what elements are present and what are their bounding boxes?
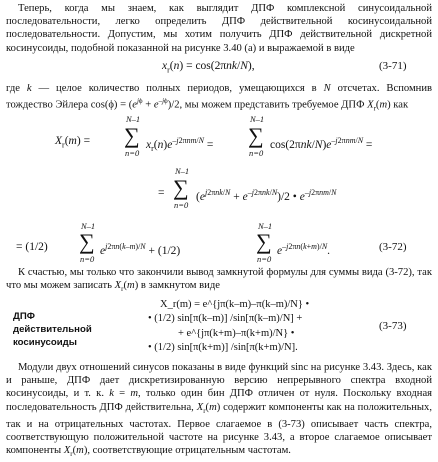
equation-3-73-line2: • (1/2) sin[π(k–m)] /sin[π(k–m)/N] + [148, 313, 303, 324]
paragraph-closed-form: К счастью, мы только что закончили вывод замкнутой формулы для суммы вида (3-72), так что мы можем записать $X_r(m)$ в замкнутом виде [6, 267, 432, 294]
paragraph-sinc: Модули двух отношений синусов показаны в виде функций sinc на рисунке 3.43. Здесь, как и раньше, ДПФ дает дискретизированную версию непрерывного спектра входной косинусоиды, и т. к. k = m, только один бин ДПФ отличен от нуля. Поскольку входная последовательность ДПФ действительна, $X_r(m)$ содержит компоненты как на положительных, так и на отрицательных частотах. Первое слагаемое в (3-73) описывает часть спектра, соответствующую положительной частоте на рисунке 3.43, а второе слагаемое описывает компоненты $X_r(m)$, соответствующие отрицательным частотам. [6, 362, 433, 459]
equation-number-3-73: (3-73) [379, 320, 407, 332]
equation-3-73-line4: • (1/2) sin[π(k+m)] /sin[π(k+m)/N]. [148, 342, 298, 353]
equation-number-3-71: (3-71) [379, 60, 407, 72]
equation-number-3-72: (3-72) [379, 241, 407, 253]
side-label: ДПФ действительной косинусоиды [13, 311, 92, 348]
paragraph-intro: Теперь, когда мы знаем, как выглядит ДПФ комплексной синусоидальной последовательности, легко определить ДПФ действительной косинусоидальной последовательности. Допустим, мы хотим получить ДПФ действительной дискретной косинусоиды, подобной показанной на рисунке 3.40 (а) и выражаемой в виде [6, 3, 432, 54]
equation-3-73-line1: X_r(m) = e^{jπ(k–m)–π(k–m)/N} • [160, 299, 310, 310]
equation-3-73-line3: + e^{jπ(k+m)–π(k+m)/N} • [178, 328, 295, 339]
paragraph-euler: где k — целое количество полных периодов, умещающихся в N отсчетах. Вспомнив тождество Эйлера $\cos(\phi) = (e^{j\phi} + e^{-j\phi})/2$, мы можем представить требуемое ДПФ $X_r(m)$ как [6, 83, 432, 113]
equation-3-71: $x_r(n) = \cos(2\pi nk/N)$, [162, 60, 255, 75]
